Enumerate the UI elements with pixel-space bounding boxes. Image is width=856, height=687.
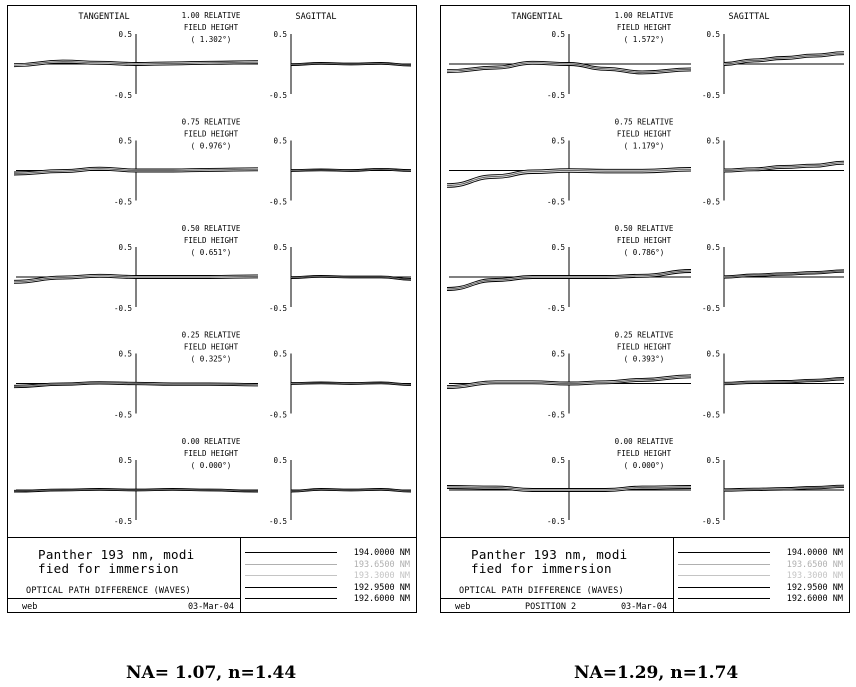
field-relative-label: 0.25 RELATIVE — [614, 330, 674, 340]
y-tick-top: 0.5 — [273, 30, 287, 39]
footer-position-right: POSITION 2 — [525, 602, 577, 612]
legend-swatch — [245, 564, 337, 565]
legend-label: 193.6500 NM — [353, 560, 410, 570]
footer-date-right: 03-Mar-04 — [620, 602, 667, 612]
legend-item — [673, 547, 849, 559]
opd-panel-right — [440, 5, 850, 613]
design-title-line2-left: fied for immersion — [38, 561, 179, 576]
legend-swatch — [678, 587, 770, 588]
legend-item — [240, 593, 416, 605]
legend-swatch — [245, 575, 337, 576]
field-relative-label: 0.00 RELATIVE — [181, 437, 241, 446]
legend-item — [240, 570, 416, 582]
legend-label: 193.3000 NM — [353, 571, 410, 581]
y-tick-top: 0.5 — [551, 456, 565, 465]
design-title-line1-left: Panther 193 nm, modi — [38, 547, 195, 562]
field-relative-label: 0.00 RELATIVE — [614, 437, 674, 446]
field-angle-label: ( 1.572°) — [623, 35, 665, 44]
y-tick-bottom: -0.5 — [113, 517, 132, 526]
field-angle-label: ( 0.976°) — [190, 141, 232, 151]
field-plot-3 — [14, 331, 411, 420]
legend-label: 192.9500 NM — [786, 583, 843, 593]
design-title-line2-right: fied for immersion — [471, 561, 612, 576]
field-height-label: FIELD HEIGHT — [183, 23, 239, 32]
legend-item — [240, 547, 416, 559]
tangential-axis-title: TANGENTIAL — [511, 12, 563, 22]
field-plot-1 — [14, 118, 411, 207]
field-height-label: FIELD HEIGHT — [616, 129, 672, 139]
y-tick-top: 0.5 — [273, 243, 287, 252]
y-tick-bottom: -0.5 — [546, 410, 565, 420]
y-tick-bottom: -0.5 — [268, 197, 287, 207]
plot-subtitle-left: OPTICAL PATH DIFFERENCE (WAVES) — [26, 586, 191, 596]
field-angle-label: ( 0.000°) — [190, 461, 232, 470]
y-tick-bottom: -0.5 — [268, 91, 287, 100]
y-tick-bottom: -0.5 — [701, 517, 720, 526]
field-relative-label: 0.75 RELATIVE — [614, 117, 674, 127]
opd-charts-left — [8, 6, 416, 536]
y-tick-top: 0.5 — [706, 136, 720, 146]
sagittal-curve-lower — [291, 490, 411, 492]
legend-item — [673, 593, 849, 605]
sagittal-axis-title: SAGITTAL — [728, 12, 770, 22]
field-plot-0 — [14, 11, 411, 100]
field-relative-label: 1.00 RELATIVE — [614, 11, 674, 20]
field-height-label: FIELD HEIGHT — [183, 449, 239, 458]
design-title-line1-right: Panther 193 nm, modi — [471, 547, 628, 562]
y-tick-top: 0.5 — [706, 456, 720, 465]
design-title-left — [38, 548, 195, 576]
y-tick-bottom: -0.5 — [113, 197, 132, 207]
y-tick-top: 0.5 — [551, 30, 565, 39]
legend-label: 193.6500 NM — [786, 560, 843, 570]
field-angle-label: ( 1.302°) — [190, 35, 232, 44]
field-plot-0 — [447, 11, 844, 100]
field-height-label: FIELD HEIGHT — [616, 236, 672, 245]
y-tick-top: 0.5 — [118, 243, 132, 252]
footer-left — [8, 598, 240, 612]
legend-swatch — [245, 598, 337, 599]
y-tick-bottom: -0.5 — [701, 304, 720, 313]
y-tick-top: 0.5 — [706, 243, 720, 252]
y-tick-top: 0.5 — [273, 136, 287, 146]
y-tick-bottom: -0.5 — [113, 91, 132, 100]
field-plot-4 — [14, 437, 411, 526]
legend-label: 192.6000 NM — [353, 594, 410, 604]
y-tick-bottom: -0.5 — [546, 517, 565, 526]
y-tick-top: 0.5 — [118, 30, 132, 39]
y-tick-bottom: -0.5 — [546, 91, 565, 100]
field-height-label: FIELD HEIGHT — [183, 129, 239, 139]
field-plot-3 — [447, 331, 844, 420]
caption-right: NA=1.29, n=1.74 — [574, 663, 739, 683]
legend-swatch — [245, 552, 337, 553]
y-tick-top: 0.5 — [551, 349, 565, 359]
title-box-right — [441, 538, 674, 612]
y-tick-bottom: -0.5 — [113, 410, 132, 420]
info-block-right — [441, 537, 849, 612]
field-plot-2 — [14, 224, 411, 313]
field-relative-label: 1.00 RELATIVE — [181, 11, 241, 20]
wavelength-legend-left — [240, 538, 416, 612]
sagittal-curve-lower — [291, 64, 411, 66]
y-tick-bottom: -0.5 — [701, 197, 720, 207]
field-plot-4 — [447, 437, 844, 526]
footer-author-left: web — [22, 602, 38, 612]
y-tick-top: 0.5 — [706, 30, 720, 39]
plot-subtitle-right: OPTICAL PATH DIFFERENCE (WAVES) — [459, 586, 624, 596]
footer-date-left: 03-Mar-04 — [187, 602, 234, 612]
y-tick-bottom: -0.5 — [701, 91, 720, 100]
legend-swatch — [678, 575, 770, 576]
y-tick-bottom: -0.5 — [268, 517, 287, 526]
field-height-label: FIELD HEIGHT — [616, 23, 672, 32]
y-tick-top: 0.5 — [551, 136, 565, 146]
legend-item — [673, 570, 849, 582]
legend-swatch — [678, 552, 770, 553]
field-angle-label: ( 0.000°) — [623, 461, 665, 470]
y-tick-bottom: -0.5 — [113, 304, 132, 313]
legend-swatch — [678, 598, 770, 599]
y-tick-top: 0.5 — [118, 136, 132, 146]
legend-swatch — [245, 587, 337, 588]
footer-right — [441, 598, 673, 612]
field-height-label: FIELD HEIGHT — [183, 236, 239, 245]
field-angle-label: ( 0.393°) — [623, 354, 665, 364]
y-tick-bottom: -0.5 — [268, 304, 287, 313]
field-angle-label: ( 0.786°) — [623, 248, 665, 257]
info-block-left — [8, 537, 416, 612]
y-tick-top: 0.5 — [118, 456, 132, 465]
field-height-label: FIELD HEIGHT — [183, 342, 239, 352]
y-tick-top: 0.5 — [273, 456, 287, 465]
legend-swatch — [678, 564, 770, 565]
field-height-label: FIELD HEIGHT — [616, 449, 672, 458]
y-tick-top: 0.5 — [273, 349, 287, 359]
opd-panel-left — [7, 5, 417, 613]
y-tick-top: 0.5 — [551, 243, 565, 252]
y-tick-bottom: -0.5 — [546, 197, 565, 207]
caption-left: NA= 1.07, n=1.44 — [126, 663, 297, 683]
y-tick-bottom: -0.5 — [268, 410, 287, 420]
design-title-right — [471, 548, 628, 576]
sagittal-axis-title: SAGITTAL — [295, 12, 337, 22]
y-tick-top: 0.5 — [118, 349, 132, 359]
field-angle-label: ( 0.325°) — [190, 354, 232, 364]
sagittal-curve-lower — [291, 384, 411, 386]
footer-author-right: web — [455, 602, 471, 612]
field-plot-2 — [447, 224, 844, 313]
y-tick-bottom: -0.5 — [701, 410, 720, 420]
field-relative-label: 0.50 RELATIVE — [614, 224, 674, 233]
field-height-label: FIELD HEIGHT — [616, 342, 672, 352]
tangential-axis-title: TANGENTIAL — [78, 12, 130, 22]
title-box-left — [8, 538, 241, 612]
field-relative-label: 0.75 RELATIVE — [181, 117, 241, 127]
y-tick-top: 0.5 — [706, 349, 720, 359]
legend-label: 194.0000 NM — [786, 548, 843, 558]
opd-charts-right — [441, 6, 849, 536]
legend-label: 193.3000 NM — [786, 571, 843, 581]
field-angle-label: ( 0.651°) — [190, 248, 232, 257]
field-relative-label: 0.25 RELATIVE — [181, 330, 241, 340]
field-plot-1 — [447, 118, 844, 207]
wavelength-legend-right — [673, 538, 849, 612]
legend-label: 194.0000 NM — [353, 548, 410, 558]
legend-label: 192.9500 NM — [353, 583, 410, 593]
sagittal-curve-mid — [724, 271, 844, 277]
field-angle-label: ( 1.179°) — [623, 141, 665, 151]
legend-label: 192.6000 NM — [786, 594, 843, 604]
field-relative-label: 0.50 RELATIVE — [181, 224, 241, 233]
y-tick-bottom: -0.5 — [546, 304, 565, 313]
